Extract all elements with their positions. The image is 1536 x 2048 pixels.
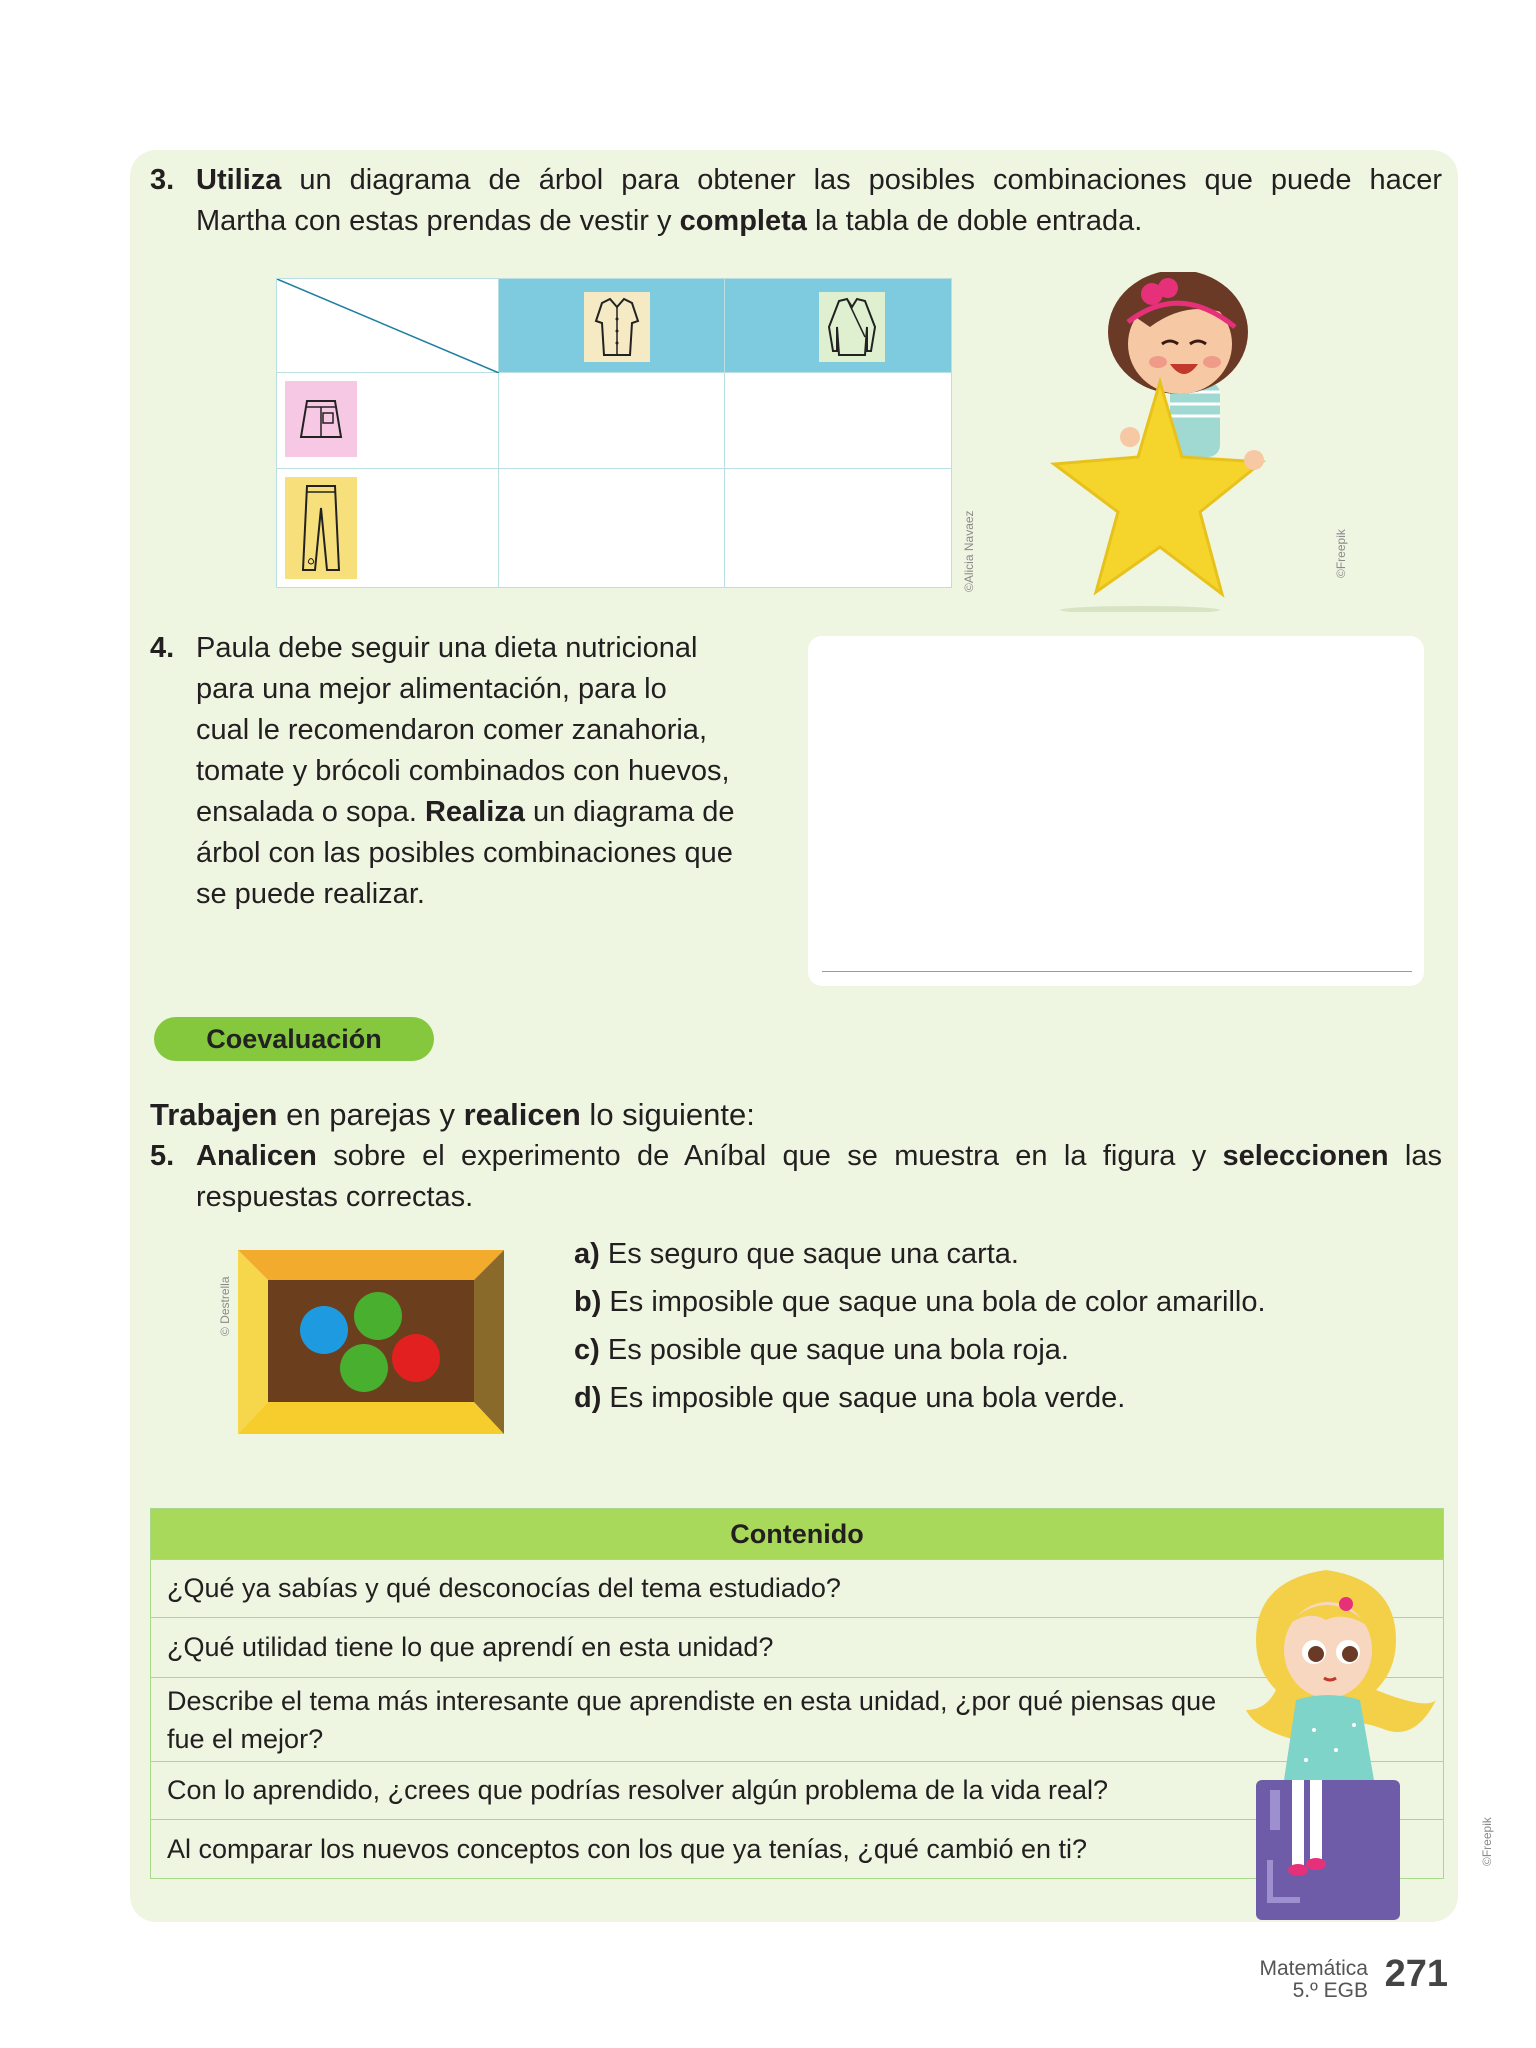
credit-destrella: © Destrella (218, 1276, 232, 1336)
text-line: árbol con las posibles combinaciones que (196, 837, 733, 869)
ball-red (392, 1334, 440, 1382)
row-text: Con lo aprendido, ¿crees que podrías resolver algún problema de la vida real? (167, 1775, 1109, 1805)
exercise-text-line2: respuestas correctas. (196, 1181, 474, 1213)
header-cell-blouse (499, 279, 725, 373)
skirt-icon (285, 381, 357, 457)
tree-diagram-answer-box[interactable] (808, 636, 1424, 986)
exercise-number: 3. (150, 164, 175, 196)
text: sobre el experimento de Aníbal que se muestra en la figura y (316, 1140, 1223, 1172)
text-line (196, 792, 735, 833)
option-letter: c) (574, 1334, 600, 1366)
text: en parejas y (277, 1097, 464, 1132)
text: lo siguiente: (580, 1097, 755, 1132)
diagonal-line (277, 279, 499, 373)
row-text: ¿Qué utilidad tiene lo que aprendí en esta unidad? (167, 1632, 774, 1662)
keyword: Realiza (424, 796, 525, 828)
text: Martha con estas prendas de vestir y (196, 205, 680, 237)
exercise-number: 4. (150, 632, 175, 664)
option-letter: d) (574, 1382, 602, 1414)
text-line: tomate y brócoli combinados con huevos, (196, 755, 730, 787)
blouse-icon (584, 292, 650, 362)
ball-blue (300, 1306, 348, 1354)
page-number: 271 (1384, 1953, 1448, 1995)
keyword: Analicen (196, 1140, 317, 1172)
girl-on-cube-illustration (1236, 1560, 1450, 1922)
text: ensalada o sopa. (196, 796, 425, 828)
text-line: Paula debe seguir una dieta nutricional (196, 632, 698, 664)
row-text: Al comparar los nuevos conceptos con los que ya tenías, ¿qué cambió en ti? (167, 1833, 1088, 1864)
grade-label: 5.º EGB (1292, 1979, 1368, 2002)
credit-alicia: ©Alicia Navaez (962, 510, 976, 592)
exercise-text-line1 (196, 160, 1442, 201)
keyword: seleccionen (1222, 1140, 1389, 1172)
row-text: ¿Qué ya sabías y qué desconocías del tema estudiado? (167, 1573, 841, 1603)
text: un diagrama de árbol para obtener las posibles combinaciones que puede hacer (281, 164, 1442, 196)
ball-green (354, 1292, 402, 1340)
row-header-trousers (277, 469, 499, 587)
exercise-text (196, 628, 735, 915)
option-b[interactable] (574, 1278, 1266, 1326)
credit-freepik-bottom: ©Freepik (1480, 1817, 1494, 1866)
corner-cell (277, 279, 499, 373)
cardigan-icon (819, 292, 885, 362)
option-letter: b) (574, 1286, 602, 1318)
row-text: Describe el tema más interesante que aprendiste en esta unidad, ¿por qué piensas que fue el mejor? (167, 1685, 1217, 1754)
box-with-balls-illustration (238, 1250, 504, 1434)
answer-cell[interactable] (499, 373, 725, 469)
text: un diagrama de (524, 796, 735, 828)
answer-cell[interactable] (725, 469, 951, 587)
answer-cell[interactable] (499, 469, 725, 587)
footer-subject (1259, 1958, 1368, 2002)
text-line: cual le recomendaron comer zanahoria, (196, 714, 707, 746)
trousers-icon (285, 477, 357, 579)
row-header-skirt (277, 373, 499, 469)
keyword: realicen (463, 1097, 581, 1132)
exercise-text-line1 (196, 1136, 1442, 1177)
keyword: Trabajen (150, 1097, 278, 1132)
header-cell-cardigan (725, 279, 951, 373)
text: la tabla de doble entrada. (806, 205, 1143, 237)
subject-name: Matemática (1259, 1957, 1368, 1980)
text: las (1388, 1140, 1442, 1172)
text-line: se puede realizar. (196, 878, 425, 910)
option-c[interactable] (574, 1326, 1266, 1374)
exercise-text-line2 (196, 201, 1142, 242)
answer-cell[interactable] (725, 373, 951, 469)
option-text: Es seguro que saque una carta. (599, 1238, 1019, 1270)
option-text: Es imposible que saque una bola de color amarillo. (601, 1286, 1266, 1318)
coevaluacion-intro (150, 1094, 755, 1135)
text-line: para una mejor alimentación, para lo (196, 673, 667, 705)
coevaluacion-label: Coevaluación (154, 1017, 434, 1061)
option-d[interactable] (574, 1374, 1266, 1422)
answer-line (822, 971, 1412, 972)
ball-green (340, 1344, 388, 1392)
contenido-header: Contenido (151, 1509, 1443, 1560)
option-a[interactable] (574, 1230, 1266, 1278)
credit-freepik-top: ©Freepik (1334, 529, 1348, 578)
answer-options (574, 1230, 1266, 1422)
keyword: completa (679, 205, 807, 237)
option-text: Es imposible que saque una bola verde. (601, 1382, 1126, 1414)
girl-with-star-illustration (1030, 272, 1280, 612)
double-entry-table (276, 278, 952, 588)
keyword: Utiliza (196, 164, 282, 196)
option-letter: a) (574, 1238, 600, 1270)
exercise-number: 5. (150, 1140, 175, 1172)
option-text: Es posible que saque una bola roja. (599, 1334, 1069, 1366)
